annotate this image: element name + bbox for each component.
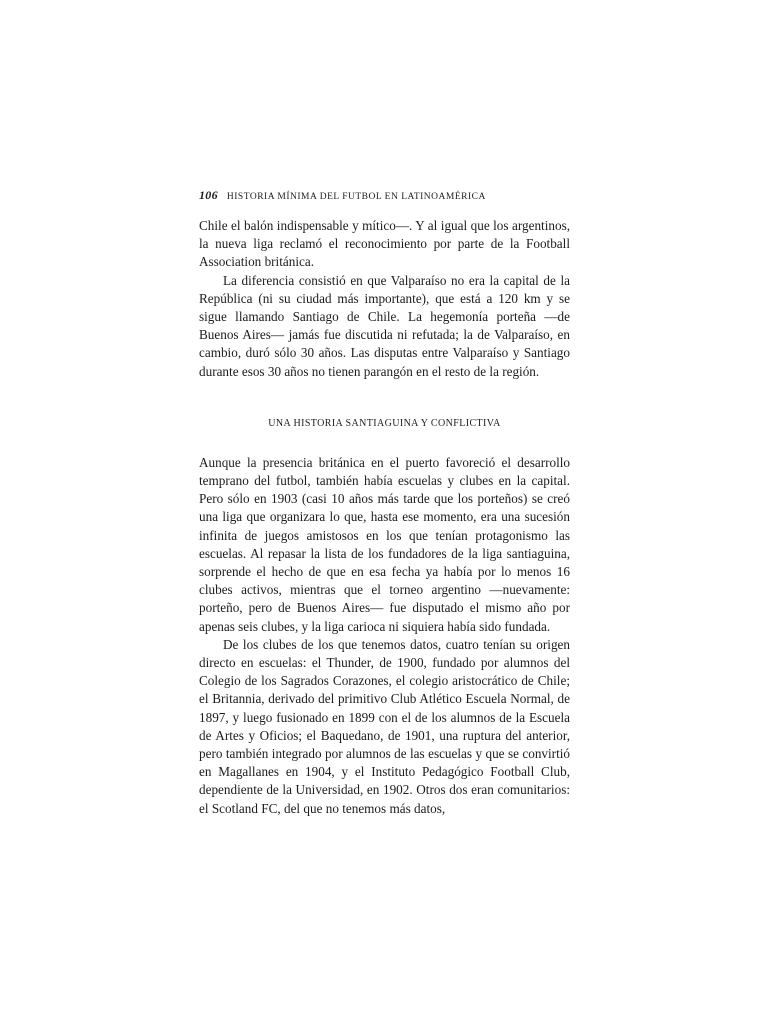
running-head-title: HISTORIA MÍNIMA DEL FUTBOL EN LATINOAMÉRICA [226,192,486,202]
paragraph: Chile el balón indispensable y mítico—. Y al igual que los argentinos, la nueva liga reclamó el reconocimiento por parte de la Football Association británica. [199,218,570,270]
running-head [199,188,570,203]
paragraph: De los clubes de los que tenemos datos, cuatro tenían su origen directo en escuelas: el Thunder, de 1900, fundado por alumnos del Colegio de los Sagrados Corazones, el colegio aristocrático de Chile; el Britannia, derivado del primitivo Club Atlético Escuela Normal, de 1897, y luego fusionado en 1899 con el de los alumnos de la Escuela de Artes y Oficios; el Baquedano, de 1901, una ruptura del anterior, pero también integrado por alumnos de las escuelas y que se convirtió en Magallanes en 1904, y el Instituto Pedagógico Football Club, dependiente de la Universidad, en 1902. Otros dos eran comunitarios: el Scotland FC, del que no tenemos más datos, [199,636,570,816]
section-two-body [199,454,570,818]
section-one-body [199,217,570,381]
paragraph: La diferencia consistió en que Valparaíso no era la capital de la República (ni su ciudad más importante), que está a 120 km y se sigue llamando Santiago de Chile. La hegemonía porteña —de Buenos Aires— jamás fue discutida ni refutada; la de Valparaíso, en cambio, duró sólo 30 años. Las disputas entre Valparaíso y Santiago durante esos 30 años no tienen parangón en el resto de la región. [199,272,570,379]
page-number: 106 [199,188,218,202]
book-page [199,188,570,818]
paragraph: Aunque la presencia británica en el puerto favoreció el desarrollo temprano del futbol, también había escuelas y clubes en la capital. Pero sólo en 1903 (casi 10 años más tarde que los porteños) se creó una liga que organizara lo que, hasta ese momento, era una sucesión infinita de juegos amistosos en los que tenían protagonismo las escuelas. Al repasar la lista de los fundadores de la liga santiaguina, sorprende el hecho de que en esa fecha ya había por lo menos 16 clubes activos, mientras que el torneo argentino —nuevamente: porteño, pero de Buenos Aires— fue disputado el mismo año por apenas seis clubes, y la liga carioca ni siquiera había sido fundada. [199,454,570,634]
section-heading: UNA HISTORIA SANTIAGUINA Y CONFLICTIVA [268,417,501,429]
